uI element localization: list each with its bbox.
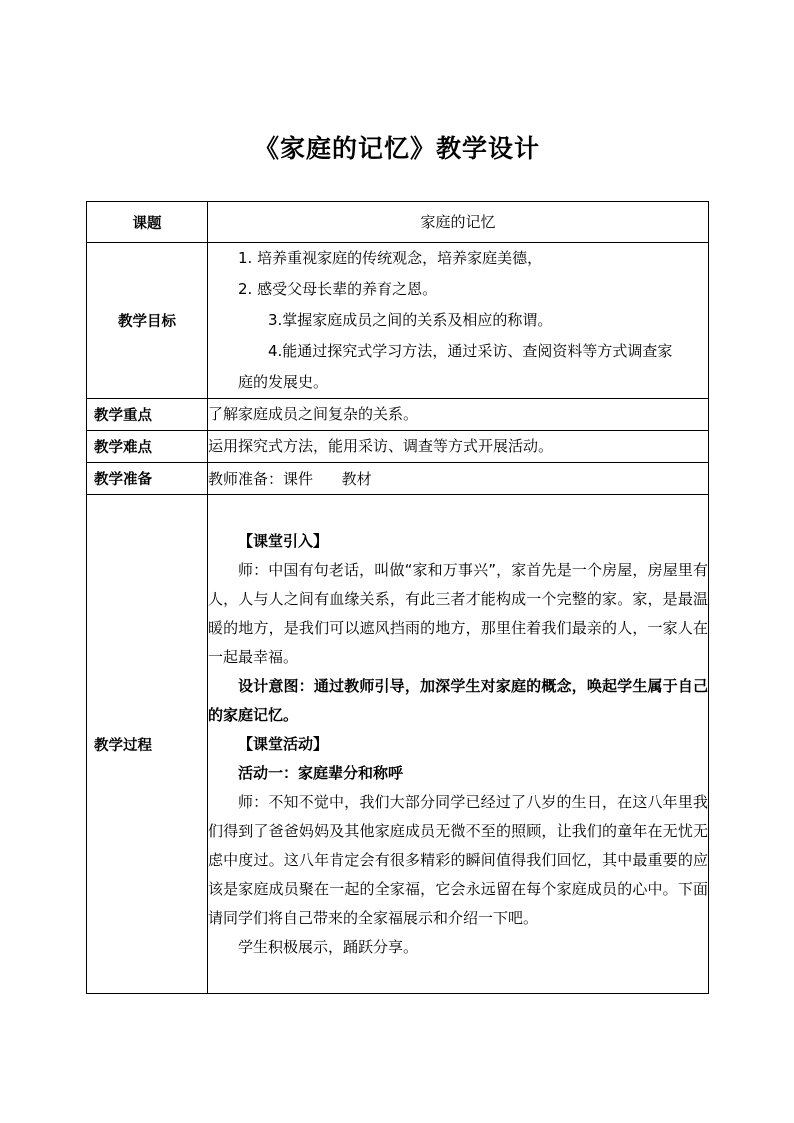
table-row-topic	[87, 202, 709, 243]
objectives-content	[208, 243, 709, 399]
lesson-plan-table	[86, 201, 709, 994]
difficulties-value: 运用探究式方法，能用采访、调查等方式开展活动。	[208, 431, 709, 463]
activity1-text: 师：不知不觉中，我们大部分同学已经过了八岁的生日，在这八年里我们得到了爸爸妈妈及其他家庭成员无微不至的照顾，让我们的童年在无忧无虑中度过。这八年肯定会有很多精彩的瞬间值得我们回忆，其中最重要的应该是家庭成员聚在一起的全家福，它会永远留在每个家庭成员的心中。下面请同学们将自己带来的全家福展示和介绍一下吧。	[208, 792, 708, 927]
key-points-label: 教学重点	[87, 399, 208, 431]
objectives-label: 教学目标	[87, 243, 208, 399]
topic-label: 课题	[87, 202, 208, 243]
table-row-objectives	[87, 243, 709, 399]
objective-item: 2. 感受父母长辈的养育之恩。	[238, 280, 438, 298]
objective-item: 4.能通过探究式学习方法，通过采访、查阅资料等方式调查家	[268, 342, 673, 360]
activity1-title: 活动一：家庭辈分和称呼	[238, 763, 404, 782]
preparation-label: 教学准备	[87, 463, 208, 495]
table-row-preparation	[87, 463, 709, 495]
topic-value: 家庭的记忆	[208, 202, 709, 243]
document-title: 《家庭的记忆》教学设计	[253, 134, 540, 163]
table-row-key-points	[87, 399, 709, 431]
process-label: 教学过程	[87, 495, 208, 994]
intro-heading: 【课堂引入】	[238, 531, 329, 550]
process-content	[208, 495, 709, 994]
design-intent: 设计意图：通过教师引导，加深学生对家庭的概念，唤起学生属于自己的家庭记忆。	[208, 676, 708, 724]
student-text: 学生积极展示，踊跃分享。	[238, 937, 419, 956]
intro-text: 师：中国有句老话，叫做“家和万事兴”，家首先是一个房屋，房屋里有人，人与人之间有血缘关系，有此三者才能构成一个完整的家。家，是最温暖的地方，是我们可以遮风挡雨的地方，那里住着我们最亲的人，一家人在一起最幸福。	[208, 560, 708, 666]
table-row-process	[87, 495, 709, 994]
objective-item: 庭的发展史。	[238, 373, 329, 391]
key-points-value: 了解家庭成员之间复杂的关系。	[208, 399, 709, 431]
difficulties-label: 教学难点	[87, 431, 208, 463]
table-row-difficulties	[87, 431, 709, 463]
objective-item: 1. 培养重视家庭的传统观念，培养家庭美德，	[238, 249, 543, 267]
activity-heading: 【课堂活动】	[238, 734, 329, 753]
objective-item: 3.掌握家庭成员之间的关系及相应的称谓。	[268, 311, 553, 329]
preparation-value: 教师准备：课件 教材	[208, 463, 709, 495]
